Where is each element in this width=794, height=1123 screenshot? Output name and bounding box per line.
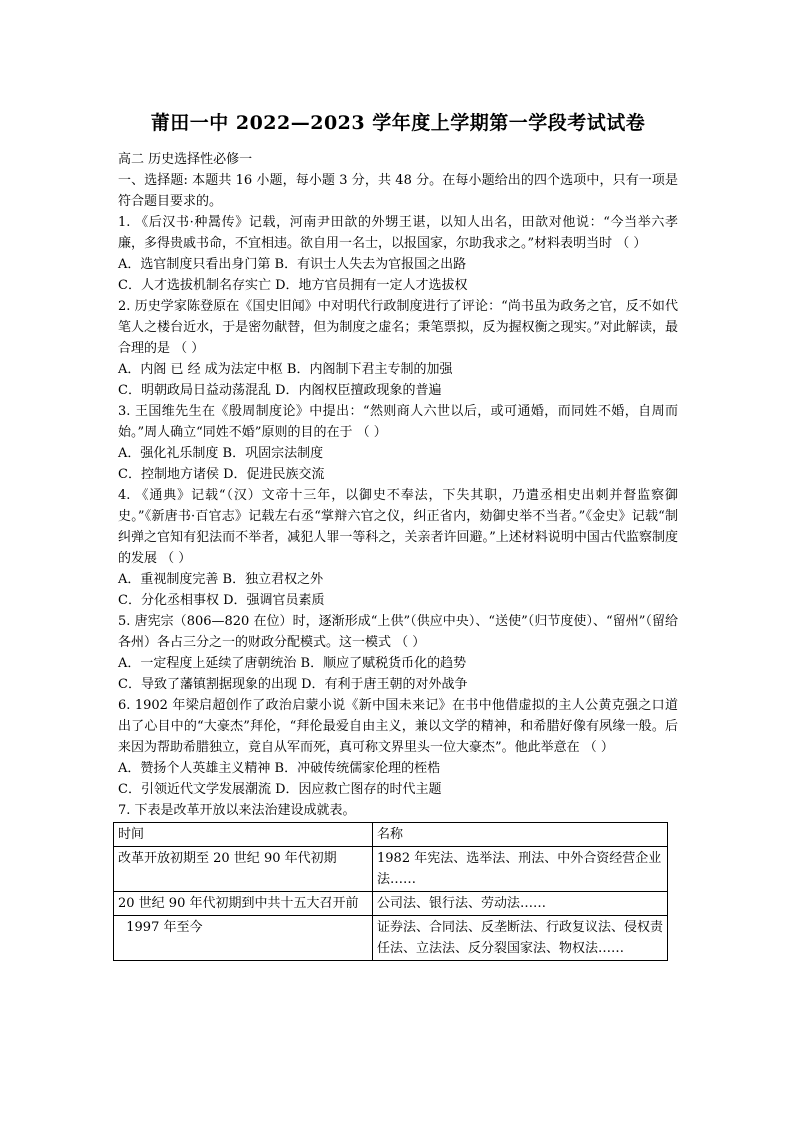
table-row — [114, 916, 668, 961]
option-line: A．强化礼乐制度 B．巩固宗法制度 — [118, 446, 324, 461]
cell-name: 1982 年宪法、选举法、刑法、中外合资经营企业法…… — [373, 847, 668, 892]
option-line: C．导致了藩镇割据现象的出现 D．有利于唐王朝的对外战争 — [118, 677, 468, 692]
table-row — [114, 847, 668, 892]
option-line: A．赞扬个人英雄主义精神 B．冲破传统儒家伦理的桎梏 — [118, 761, 441, 776]
option-line: A．重视制度完善 B．独立君权之外 — [118, 572, 324, 587]
question-stem: 6. 1902 年梁启超创作了政治启蒙小说《新中国未来记》在书中他借虚拟的主人公黄克强之口道出了心目中的“大豪杰”拜伦，“拜伦最爱自由主义，兼以文学的精神，和希腊好像有夙缘一般。后来因为帮助希腊独立，竟自从军而死，真可称文界里头一位大豪杰”。他此举意在 （ ） — [118, 698, 678, 755]
question-stem: 7. 下表是改革开放以来法治建设成就表。 — [118, 803, 356, 818]
question-2 — [118, 296, 678, 401]
cell-name: 证券法、合同法、反垄断法、行政复议法、侵权责任法、立法法、反分裂国家法、物权法…… — [373, 916, 668, 961]
question-3 — [118, 401, 678, 485]
question-stem: 3. 王国维先生在《殷周制度论》中提出：“然则商人六世以后，或可通婚，而同姓不婚，自周而始。”周人确立“同姓不婚”原则的目的在于 （ ） — [118, 404, 678, 440]
option-line: A．一定程度上延续了唐朝统治 B．顺应了赋税货币化的趋势 — [118, 656, 467, 671]
option-line: C．控制地方诸侯 D．促进民族交流 — [118, 467, 325, 482]
cell-time: 20 世纪 90 年代初期到中共十五大召开前 — [114, 892, 373, 916]
exam-title: 莆田一中 2022—2023 学年度上学期第一学段考试试卷 — [150, 112, 646, 134]
question-stem: 4. 《通典》记载“（汉）文帝十三年，以御史不奉法，下失其职，乃遣丞相史出刺并督监察御史。”《新唐书·百官志》记载左右丞“掌辩六官之仪，纠正省内，劾御史举不当者。”《金史》记载“制纠弹之官知有犯法而不举者，减犯人罪一等科之，关亲者许回避。”上述材料说明中国古代监察制度的发展 （ ） — [118, 488, 678, 566]
header-time: 时间 — [114, 823, 373, 847]
header-name: 名称 — [373, 823, 668, 847]
cell-time: 1997 年至今 — [114, 916, 373, 961]
exam-subtitle: 高二 历史选择性必修一 — [118, 152, 253, 167]
option-line: C．引领近代文学发展潮流 D．因应救亡图存的时代主题 — [118, 782, 442, 797]
cell-time: 改革开放初期至 20 世纪 90 年代初期 — [114, 847, 373, 892]
option-line: A．内阁 已 经 成为法定中枢 B．内阁制下君主专制的加强 — [118, 362, 453, 377]
option-line: C．明朝政局日益动荡混乱 D．内阁权臣擅政现象的普遍 — [118, 383, 442, 398]
section-instructions: 一、选择题: 本题共 16 小题，每小题 3 分，共 48 分。在每小题给出的四个选项中，只有一项是符合题目要求的。 — [118, 173, 678, 209]
question-stem: 1. 《后汉书·种暠传》记载，河南尹田歆的外甥王谌，以知人出名，田歆对他说：“今当举六孝廉，多得贵戚书命，不宜相违。欲自用一名士，以报国家，尔助我求之。”材料表明当时 （ ） — [118, 215, 678, 251]
question-6 — [118, 695, 678, 800]
option-line: C．人才选拔机制名存实亡 D．地方官员拥有一定人才选拔权 — [118, 278, 468, 293]
question-1 — [118, 212, 678, 296]
question-stem: 2. 历史学家陈登原在《国史旧闻》中对明代行政制度进行了评论：“尚书虽为政务之官，反不如代笔人之楼台近水，于是密勿献替，但为制度之虚名；秉笔票拟，反为握权衡之现实。”对此解读，最合理的是 （ ） — [118, 299, 678, 356]
question-stem: 5. 唐宪宗（806—820 在位）时，逐渐形成“上供”（供应中央）、“送使”（归节度使）、“留州”（留给各州）各占三分之一的财政分配模式。这一模式 （ ） — [118, 614, 678, 650]
option-line: C．分化丞相事权 D．强调官员素质 — [118, 593, 325, 608]
option-line: A．选官制度只看出身门第 B．有识士人失去为官报国之出路 — [118, 257, 467, 272]
exam-page — [118, 100, 678, 961]
table-row — [114, 892, 668, 916]
question-5 — [118, 611, 678, 695]
question-4 — [118, 485, 678, 611]
table-header-row — [114, 823, 668, 847]
law-achievements-table — [113, 822, 668, 961]
cell-name: 公司法、银行法、劳动法…… — [373, 892, 668, 916]
question-7 — [118, 800, 678, 961]
